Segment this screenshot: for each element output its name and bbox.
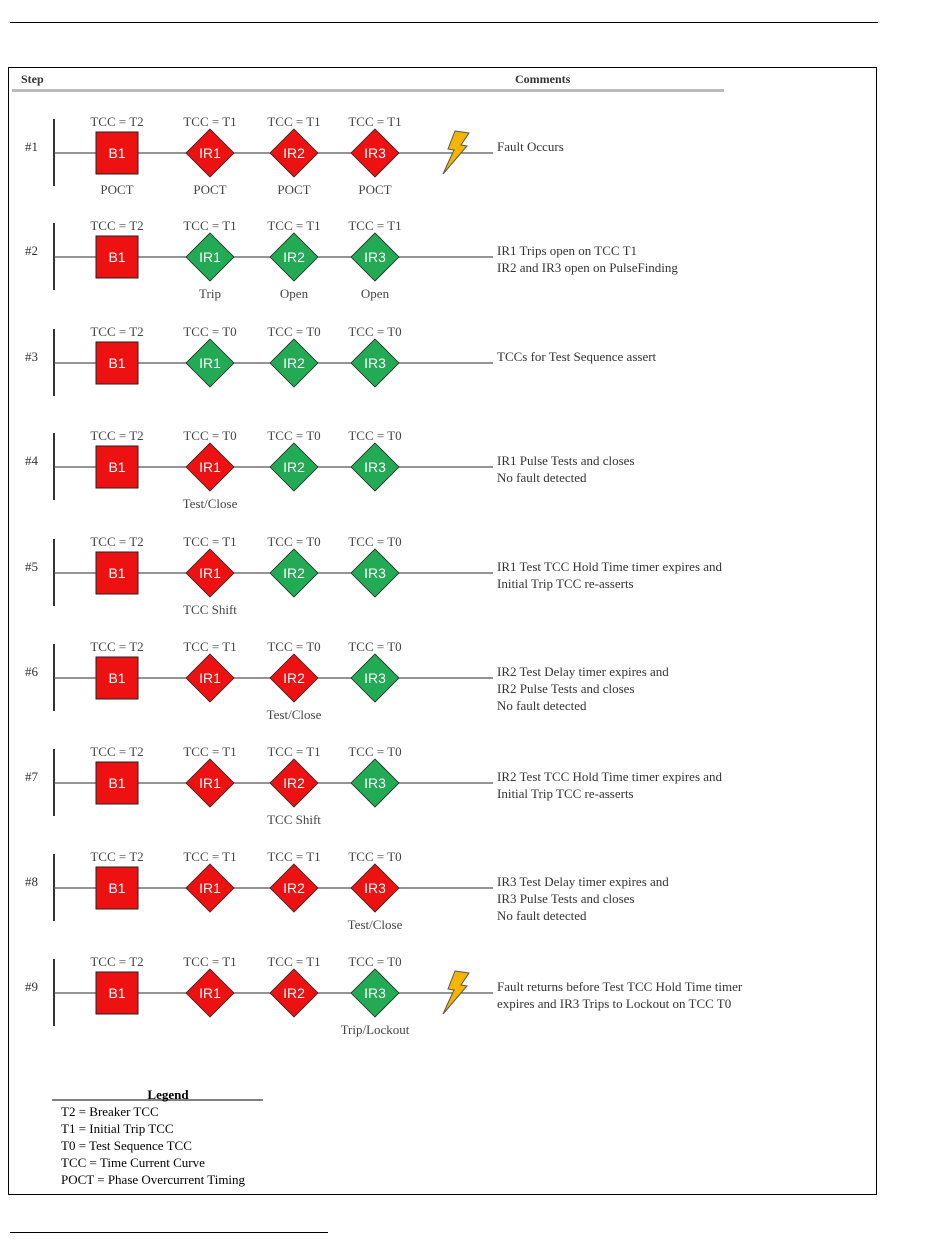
step-2-ir3-name: IR3: [364, 249, 386, 265]
step-2-b1-tcc: TCC = T2: [90, 218, 144, 233]
step-7-ir2-name: IR2: [283, 775, 305, 791]
step-5-ir1-tcc: TCC = T1: [183, 534, 237, 549]
step-2-ir3-state: Open: [360, 286, 390, 301]
step-5-ir2-name: IR2: [283, 565, 305, 581]
step-3-ir1-name: IR1: [199, 355, 221, 371]
step-3-comment: TCCs for Test Sequence assert: [497, 349, 657, 364]
step-1-ir2-state: POCT: [277, 182, 311, 197]
step-1-ir1-name: IR1: [199, 145, 221, 161]
step-5-b1-name: B1: [108, 565, 126, 581]
step-6-b1-name: B1: [108, 670, 126, 686]
step-7-ir3-name: IR3: [364, 775, 386, 791]
step-1-ir3-tcc: TCC = T1: [348, 114, 402, 129]
step-8-label: #8: [25, 874, 38, 889]
step-9-ir1-tcc: TCC = T1: [183, 954, 237, 969]
step-4-comment: No fault detected: [497, 470, 587, 485]
step-5-label: #5: [25, 559, 38, 574]
step-4-ir2-tcc: TCC = T0: [267, 428, 321, 443]
step-9-ir3-tcc: TCC = T0: [348, 954, 402, 969]
step-3-ir2-tcc: TCC = T0: [267, 324, 321, 339]
step-1-ir3-state: POCT: [358, 182, 392, 197]
step-7-ir3-tcc: TCC = T0: [348, 744, 402, 759]
step-5-comment: IR1 Test TCC Hold Time timer expires and: [497, 559, 723, 574]
step-5-comment: Initial Trip TCC re-asserts: [497, 576, 634, 591]
step-3-ir1-tcc: TCC = T0: [183, 324, 237, 339]
step-2-ir1-state: Trip: [199, 286, 221, 301]
step-6-ir1-name: IR1: [199, 670, 221, 686]
step-5-ir1-state: TCC Shift: [183, 602, 237, 617]
step-2-comment: IR1 Trips open on TCC T1: [497, 243, 638, 258]
step-4-b1-name: B1: [108, 459, 126, 475]
step-8-comment: IR3 Test Delay timer expires and: [497, 874, 669, 889]
step-3-b1-tcc: TCC = T2: [90, 324, 144, 339]
step-3-b1-name: B1: [108, 355, 126, 371]
step-9-ir3-state: Trip/Lockout: [340, 1022, 410, 1037]
step-2-ir2-state: Open: [279, 286, 309, 301]
step-1-ir1-tcc: TCC = T1: [183, 114, 237, 129]
step-7-ir1-name: IR1: [199, 775, 221, 791]
step-column-header: Step: [21, 72, 44, 86]
step-3-ir2-name: IR2: [283, 355, 305, 371]
step-2-comment: IR2 and IR3 open on PulseFinding: [497, 260, 678, 275]
legend-item: T2 = Breaker TCC: [61, 1104, 159, 1119]
step-1-label: #1: [25, 139, 38, 154]
step-8-ir1-name: IR1: [199, 880, 221, 896]
step-1-b1-name: B1: [108, 145, 126, 161]
step-1-ir2-name: IR2: [283, 145, 305, 161]
step-6-ir2-state: Test/Close: [266, 707, 322, 722]
step-9-label: #9: [25, 979, 38, 994]
step-9-comment: expires and IR3 Trips to Lockout on TCC T0: [497, 996, 732, 1011]
step-7-label: #7: [25, 769, 38, 784]
step-5-ir1-name: IR1: [199, 565, 221, 581]
step-1-comment: Fault Occurs: [497, 139, 564, 154]
step-5-ir3-tcc: TCC = T0: [348, 534, 402, 549]
step-7-ir1-tcc: TCC = T1: [183, 744, 237, 759]
step-7-comment: Initial Trip TCC re-asserts: [497, 786, 634, 801]
step-6-comment: No fault detected: [497, 698, 587, 713]
step-2-ir3-tcc: TCC = T1: [348, 218, 402, 233]
step-3-label: #3: [25, 349, 38, 364]
step-4-ir1-name: IR1: [199, 459, 221, 475]
step-7-b1-name: B1: [108, 775, 126, 791]
step-1-ir2-tcc: TCC = T1: [267, 114, 321, 129]
legend-title: Legend: [147, 1087, 189, 1102]
step-8-ir1-tcc: TCC = T1: [183, 849, 237, 864]
step-9-comment: Fault returns before Test TCC Hold Time timer: [497, 979, 743, 994]
step-6-ir1-tcc: TCC = T1: [183, 639, 237, 654]
step-6-comment: IR2 Test Delay timer expires and: [497, 664, 669, 679]
step-9-ir1-name: IR1: [199, 985, 221, 1001]
step-1-b1-tcc: TCC = T2: [90, 114, 144, 129]
legend-item: TCC = Time Current Curve: [61, 1155, 205, 1170]
step-5-ir3-name: IR3: [364, 565, 386, 581]
step-6-ir2-tcc: TCC = T0: [267, 639, 321, 654]
step-4-ir1-tcc: TCC = T0: [183, 428, 237, 443]
step-3-ir3-tcc: TCC = T0: [348, 324, 402, 339]
step-6-comment: IR2 Pulse Tests and closes: [497, 681, 635, 696]
step-5-b1-tcc: TCC = T2: [90, 534, 144, 549]
step-2-b1-name: B1: [108, 249, 126, 265]
step-8-comment: IR3 Pulse Tests and closes: [497, 891, 635, 906]
step-8-b1-name: B1: [108, 880, 126, 896]
step-8-ir3-state: Test/Close: [347, 917, 403, 932]
step-1-ir1-state: POCT: [193, 182, 227, 197]
step-2-ir2-name: IR2: [283, 249, 305, 265]
step-4-ir2-name: IR2: [283, 459, 305, 475]
step-3-ir3-name: IR3: [364, 355, 386, 371]
step-9-b1-name: B1: [108, 985, 126, 1001]
step-7-ir2-state: TCC Shift: [267, 812, 321, 827]
step-4-ir3-tcc: TCC = T0: [348, 428, 402, 443]
legend-item: T1 = Initial Trip TCC: [61, 1121, 174, 1136]
step-4-label: #4: [25, 453, 38, 468]
step-6-ir3-name: IR3: [364, 670, 386, 686]
step-4-comment: IR1 Pulse Tests and closes: [497, 453, 635, 468]
comments-column-header: Comments: [515, 72, 571, 86]
step-4-ir1-state: Test/Close: [182, 496, 238, 511]
step-6-b1-tcc: TCC = T2: [90, 639, 144, 654]
step-4-b1-tcc: TCC = T2: [90, 428, 144, 443]
step-6-label: #6: [25, 664, 38, 679]
step-6-ir3-tcc: TCC = T0: [348, 639, 402, 654]
step-4-ir3-name: IR3: [364, 459, 386, 475]
step-8-ir3-name: IR3: [364, 880, 386, 896]
step-6-ir2-name: IR2: [283, 670, 305, 686]
step-9-ir2-tcc: TCC = T1: [267, 954, 321, 969]
step-2-label: #2: [25, 243, 38, 258]
step-9-b1-tcc: TCC = T2: [90, 954, 144, 969]
step-8-ir3-tcc: TCC = T0: [348, 849, 402, 864]
step-2-ir2-tcc: TCC = T1: [267, 218, 321, 233]
step-8-ir2-tcc: TCC = T1: [267, 849, 321, 864]
step-2-ir1-name: IR1: [199, 249, 221, 265]
step-7-b1-tcc: TCC = T2: [90, 744, 144, 759]
step-1-ir3-name: IR3: [364, 145, 386, 161]
step-7-ir2-tcc: TCC = T1: [267, 744, 321, 759]
step-9-ir2-name: IR2: [283, 985, 305, 1001]
legend-item: T0 = Test Sequence TCC: [61, 1138, 192, 1153]
step-8-b1-tcc: TCC = T2: [90, 849, 144, 864]
step-7-comment: IR2 Test TCC Hold Time timer expires and: [497, 769, 723, 784]
step-8-comment: No fault detected: [497, 908, 587, 923]
legend-item: POCT = Phase Overcurrent Timing: [61, 1172, 246, 1187]
step-8-ir2-name: IR2: [283, 880, 305, 896]
step-9-ir3-name: IR3: [364, 985, 386, 1001]
step-2-ir1-tcc: TCC = T1: [183, 218, 237, 233]
step-1-b1-state: POCT: [100, 182, 134, 197]
step-5-ir2-tcc: TCC = T0: [267, 534, 321, 549]
